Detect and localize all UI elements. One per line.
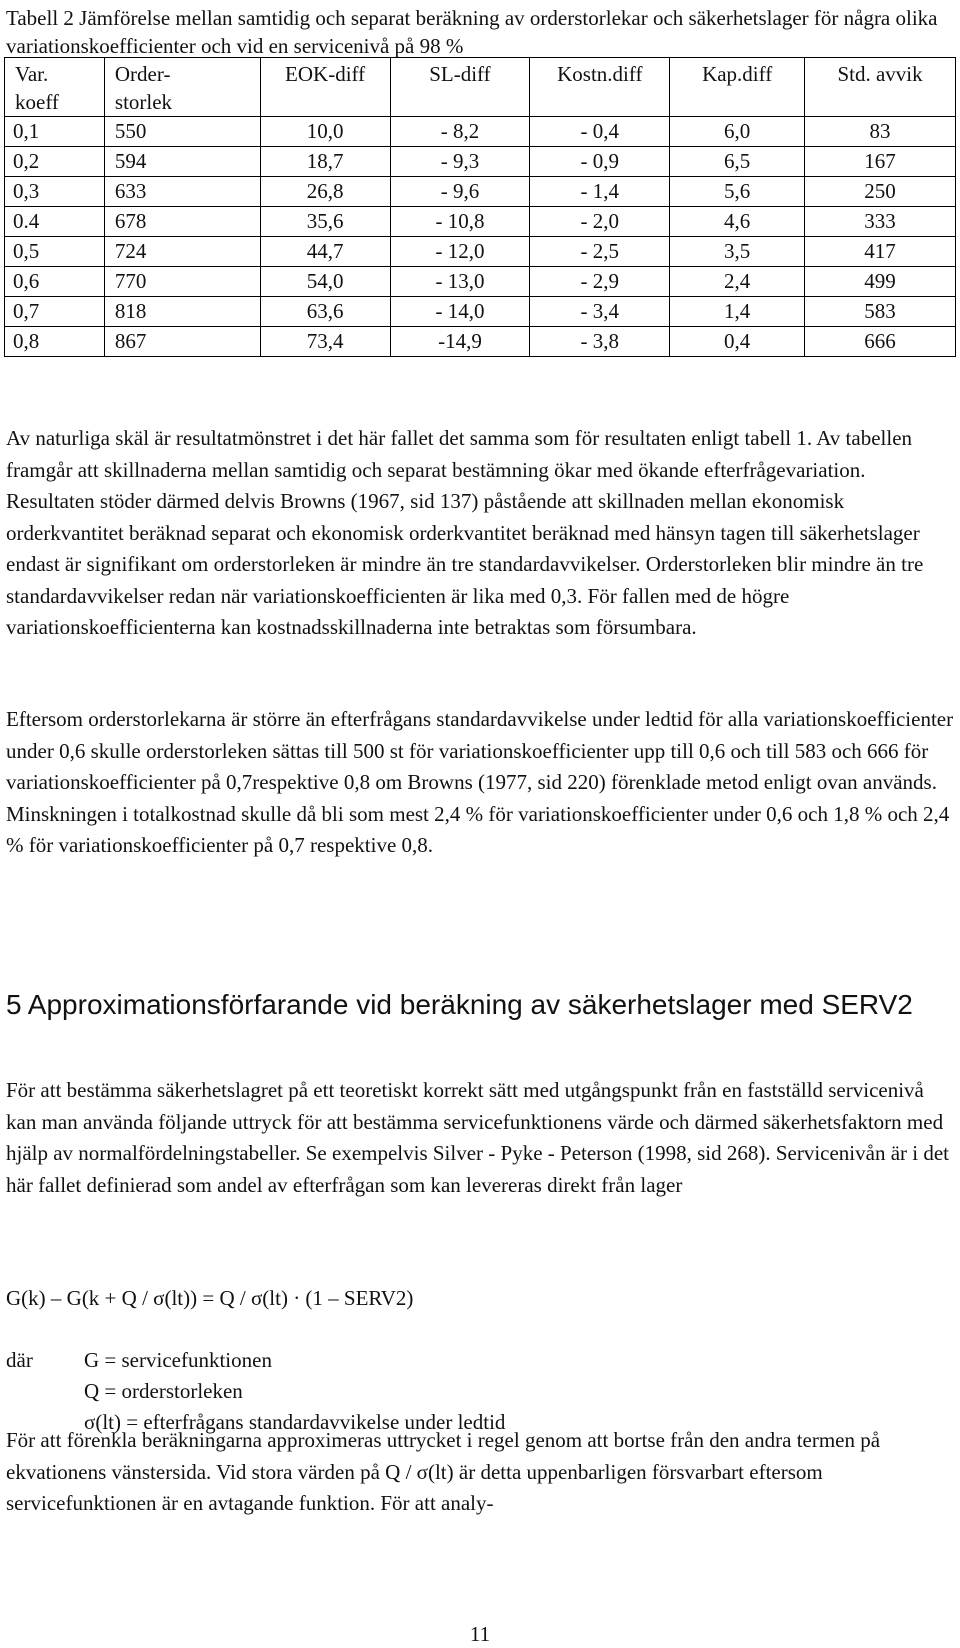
table-cell: 3,5 xyxy=(670,237,805,267)
table-cell: 167 xyxy=(805,147,956,177)
table-cell: 1,4 xyxy=(670,297,805,327)
definition-item: σ(lt) = efterfrågans standardavvikelse under ledtid xyxy=(84,1410,506,1434)
paragraph-3: För att bestämma säkerhetslagret på ett teoretiskt korrekt sätt med utgångspunkt från en fastställd servicenivå kan man använda följande uttryck för att bestämma servicefunktionens värde och därmed säkerhetsfaktorn med hjälp av normalfördelningstabeller. Se exempelvis Silver - Pyke - Peterson (1998, sid 268). Servicenivån är i det här fallet definierad som andel av efterfrågan som kan levereras direkt från lager xyxy=(6,1078,950,1197)
table-cell: 54,0 xyxy=(260,267,390,297)
table-cell: 10,0 xyxy=(260,117,390,147)
table-cell: 63,6 xyxy=(260,297,390,327)
table-cell: 4,6 xyxy=(670,207,805,237)
table-cell: - 10,8 xyxy=(390,207,530,237)
table-cell: - 0,9 xyxy=(530,147,670,177)
header-line: Var. xyxy=(15,62,49,86)
table-cell: 0,7 xyxy=(5,297,105,327)
table-cell: 818 xyxy=(104,297,260,327)
table-cell: 35,6 xyxy=(260,207,390,237)
table-cell: 678 xyxy=(104,207,260,237)
table-cell: - 8,2 xyxy=(390,117,530,147)
header-orderstorlek xyxy=(104,58,260,117)
table-cell: - 14,0 xyxy=(390,297,530,327)
table-cell: - 12,0 xyxy=(390,237,530,267)
table-cell: 26,8 xyxy=(260,177,390,207)
comparison-table xyxy=(4,57,956,357)
table-cell: 250 xyxy=(805,177,956,207)
table-caption: Tabell 2 Jämförelse mellan samtidig och separat beräkning av orderstorlekar och säkerhetslager för några olika variationskoefficienter och vid en servicenivå på 98 % xyxy=(6,6,938,58)
definitions-intro: där xyxy=(6,1348,33,1372)
table-cell: 18,7 xyxy=(260,147,390,177)
table-cell: - 9,6 xyxy=(390,177,530,207)
table-row xyxy=(5,327,956,357)
table-cell: 499 xyxy=(805,267,956,297)
table-row xyxy=(5,267,956,297)
table-cell: 867 xyxy=(104,327,260,357)
header-sl-diff xyxy=(390,58,530,117)
table-row xyxy=(5,117,956,147)
table-cell: - 3,4 xyxy=(530,297,670,327)
table-cell: 724 xyxy=(104,237,260,267)
table-cell: - 9,3 xyxy=(390,147,530,177)
table-cell: -14,9 xyxy=(390,327,530,357)
page-number: 11 xyxy=(469,1622,491,1646)
table-cell: 0,3 xyxy=(5,177,105,207)
header-line: SL-diff xyxy=(429,62,491,86)
section-heading: 5 Approximationsförfarande vid beräkning av säkerhetslager med SERV2 xyxy=(6,989,913,1020)
header-line: koeff xyxy=(15,90,59,114)
header-kap-diff xyxy=(670,58,805,117)
header-kostn-diff xyxy=(530,58,670,117)
table-cell: 583 xyxy=(805,297,956,327)
table-cell: - 3,8 xyxy=(530,327,670,357)
table-cell: 0,6 xyxy=(5,267,105,297)
table-row xyxy=(5,177,956,207)
header-line: storlek xyxy=(114,90,173,114)
table-cell: - 2,5 xyxy=(530,237,670,267)
table-row xyxy=(5,237,956,267)
header-line: EOK-diff xyxy=(285,62,366,86)
equation: G(k) – G(k + Q / σ(lt)) = Q / σ(lt) · (1 – SERV2) xyxy=(6,1286,414,1310)
paragraph-1: Av naturliga skäl är resultatmönstret i det här fallet det samma som för resultaten enligt tabell 1. Av tabellen framgår att skillnaderna mellan samtidig och separat bestämning ökar med ökande efterfrågevariation. Resultaten stöder därmed delvis Browns (1967, sid 137) påstående att skillnaden mellan ekonomisk orderkvantitet beräknad separat och ekonomisk orderkvantitet beräknad med hänsyn tagen till säkerhetslager endast är signifikant om orderstorleken är mindre än tre standardavvikelser. Orderstorleken blir mindre än tre standardavvikelser redan när variationskoefficienten är lika med 0,3. För fallen med de högre variationskoefficienterna kan kostnadsskillnaderna inte betraktas som försumbara. xyxy=(6,426,924,639)
header-eok-diff xyxy=(260,58,390,117)
table-cell: 550 xyxy=(104,117,260,147)
table-cell: 44,7 xyxy=(260,237,390,267)
header-line: Kap.diff xyxy=(702,62,773,86)
definition-item: G = servicefunktionen xyxy=(84,1348,272,1372)
table-cell: - 1,4 xyxy=(530,177,670,207)
table-cell: 0,4 xyxy=(670,327,805,357)
header-line: Kostn.diff xyxy=(557,62,643,86)
table-cell: 0,5 xyxy=(5,237,105,267)
table-cell: - 2,9 xyxy=(530,267,670,297)
table-row xyxy=(5,207,956,237)
header-std-avvik xyxy=(805,58,956,117)
paragraph-4: För att förenkla beräkningarna approximeras uttrycket i regel genom att bortse från den andra termen på ekvationens vänstersida. Vid stora värden på Q / σ(lt) är detta uppenbarligen försvarbart eftersom servicefunktionen är en avtagande funktion. För att analy- xyxy=(6,1428,881,1515)
header-line: Order- xyxy=(114,62,171,86)
table-cell: 2,4 xyxy=(670,267,805,297)
table-cell: 0,2 xyxy=(5,147,105,177)
table-cell: 73,4 xyxy=(260,327,390,357)
header-var-koeff xyxy=(5,58,105,117)
paragraph-2: Eftersom orderstorlekarna är större än efterfrågans standardavvikelse under ledtid för alla variationskoefficienter under 0,6 skulle orderstorleken sättas till 500 st för variationskoefficienter upp till 0,6 och till 583 och 666 för variationskoefficienter på 0,7respektive 0,8 om Browns (1977, sid 220) förenklade metod enligt ovan används. Minskningen i totalkostnad skulle då bli som mest 2,4 % för variationskoefficienter under 0,6 och 1,8 % och 2,4 % för variationskoefficienter på 0,7 respektive 0,8. xyxy=(6,707,954,857)
table-cell: 6,0 xyxy=(670,117,805,147)
table-cell: - 0,4 xyxy=(530,117,670,147)
table-cell: 6,5 xyxy=(670,147,805,177)
table-cell: 0,1 xyxy=(5,117,105,147)
header-line: Std. avvik xyxy=(837,62,923,86)
table-body xyxy=(5,117,956,357)
table-cell: - 13,0 xyxy=(390,267,530,297)
table-cell: 5,6 xyxy=(670,177,805,207)
table-cell: 666 xyxy=(805,327,956,357)
table-cell: - 2,0 xyxy=(530,207,670,237)
table-cell: 0,8 xyxy=(5,327,105,357)
table-cell: 417 xyxy=(805,237,956,267)
table-row xyxy=(5,147,956,177)
table-cell: 0.4 xyxy=(5,207,105,237)
table-cell: 83 xyxy=(805,117,956,147)
definition-item: Q = orderstorleken xyxy=(84,1379,243,1403)
table-cell: 633 xyxy=(104,177,260,207)
table-cell: 770 xyxy=(104,267,260,297)
table-header-row xyxy=(5,58,956,117)
table-row xyxy=(5,297,956,327)
table-cell: 333 xyxy=(805,207,956,237)
table-cell: 594 xyxy=(104,147,260,177)
